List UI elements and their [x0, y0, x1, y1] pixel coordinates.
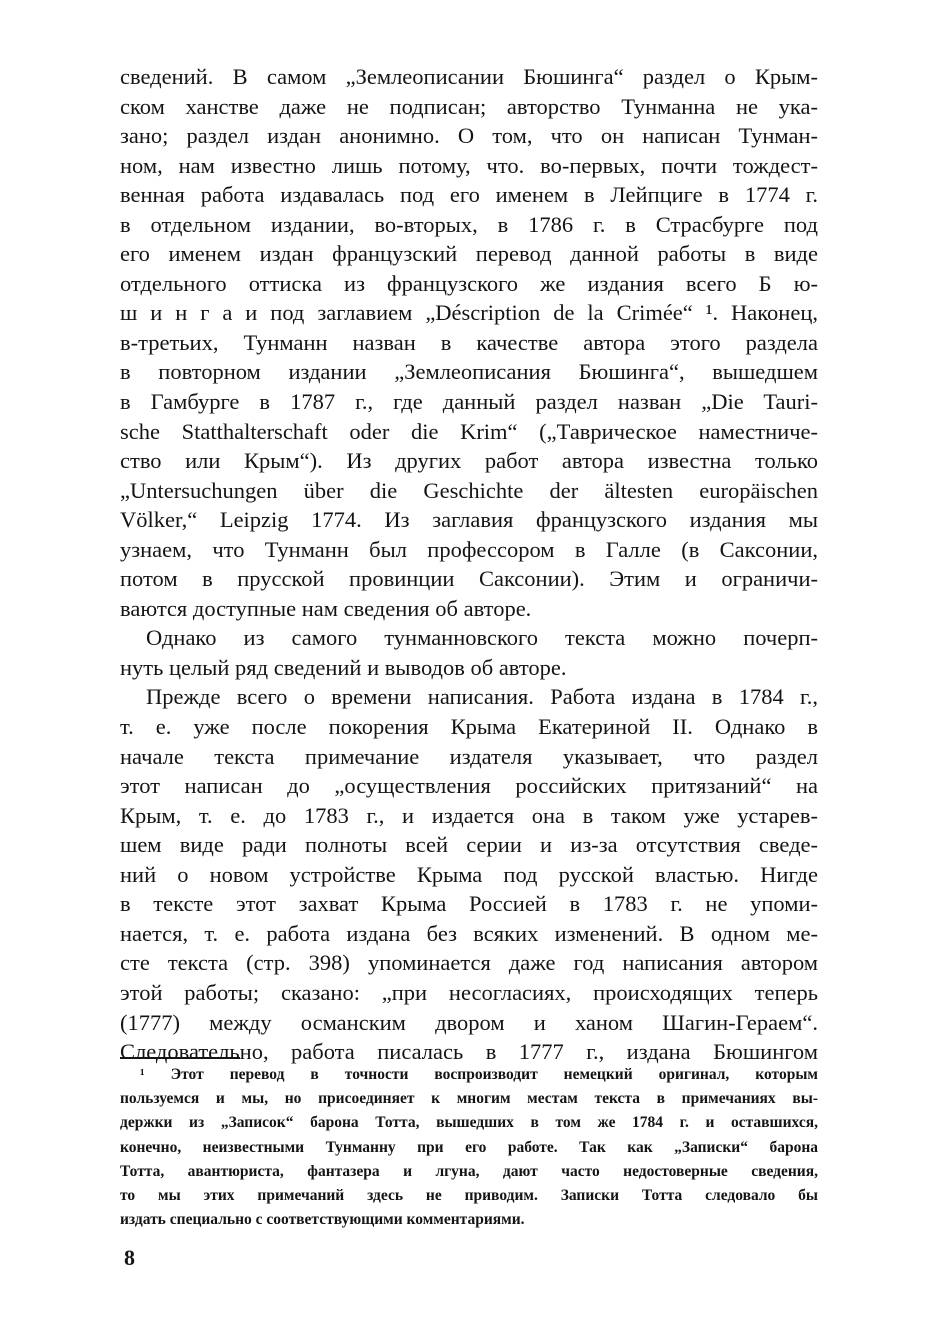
text-line: ском ханстве даже не подписан; авторство Тунманна не ука-: [120, 93, 818, 119]
text-line: ш и н г а и под заглавием „Déscription de la Crimée“ ¹. Наконец,: [120, 300, 818, 326]
text-line: в повторном издании „Землеописания Бюшинга“, вышедшем: [120, 359, 818, 385]
text-line: ваются доступные нам сведения об авторе.: [120, 595, 532, 621]
text-line: Однако из самого тунманновского текста можно почерп-: [146, 625, 818, 651]
text-line: этот написан до „осуществления российских притязаний“ на: [120, 773, 818, 799]
text-line: Следовательно, работа писалась в 1777 г., издана Бюшингом: [120, 1039, 818, 1065]
footnote-line: ¹ Этот перевод в точности воспроизводит немецкий оригинал, которым: [140, 1066, 818, 1083]
text-line: „Untersuchungen über die Geschichte der ältesten europäischen: [120, 477, 818, 503]
footnote-line: Тотта, авантюриста, фантазера и лгуна, дают часто недостоверные сведения,: [120, 1162, 818, 1180]
text-line: начале текста примечание издателя указывает, что раздел: [120, 743, 818, 769]
text-line: отдельного оттиска из французского же издания всего Б ю-: [120, 270, 818, 296]
text-line: ство или Крым“). Из других работ автора известна только: [120, 448, 818, 474]
text-line: Völker,“ Leipzig 1774. Из заглавия французского издания мы: [120, 507, 818, 533]
text-line: его именем издан французский перевод данной работы в виде: [120, 241, 818, 267]
text-line: т. е. уже после покорения Крыма Екатериной II. Однако в: [120, 714, 818, 740]
text-line: нается, т. е. работа издана без всяких изменений. В одном ме-: [120, 920, 818, 946]
text-line: сте текста (стр. 398) упоминается даже год написания автором: [120, 950, 818, 976]
text-line: sche Statthalterschaft oder die Krim“ („Таврическое наместниче-: [120, 418, 818, 444]
text-line: шем виде ради полноты всей серии и из-за отсутствия сведе-: [120, 832, 818, 858]
text-line: венная работа издавалась под его именем в Лейпциге в 1774 г.: [120, 182, 818, 208]
text-line: ном, нам известно лишь потому, что. во-первых, почти тождест-: [120, 152, 818, 178]
text-line: в отдельном издании, во-вторых, в 1786 г. в Страсбурге под: [120, 211, 818, 237]
text-line: в Гамбурге в 1787 г., где данный раздел назван „Die Tauri-: [120, 389, 818, 415]
footnote-line: пользуемся и мы, но присоединяет к многим местам текста в примечаниях вы-: [120, 1090, 818, 1108]
text-line: потом в прусской провинции Саксонии). Этим и ограничи-: [120, 566, 818, 592]
footnote-line: то мы этих примечаний здесь не приводим. Записки Тотта следовало бы: [120, 1186, 818, 1204]
text-line: сведений. В самом „Землеописании Бюшинга“ раздел о Крым-: [120, 64, 818, 89]
text-line: в тексте этот захват Крыма Россией в 1783 г. не упоми-: [120, 891, 818, 917]
text-line: в-третьих, Тунманн назван в качестве автора этого раздела: [120, 329, 818, 355]
text-line: нуть целый ряд сведений и выводов об авторе.: [120, 654, 567, 680]
footnote-divider: [120, 1057, 240, 1059]
text-line: Прежде всего о времени написания. Работа издана в 1784 г.,: [146, 684, 818, 710]
text-line: узнаем, что Тунманн был профессором в Галле (в Саксонии,: [120, 536, 818, 562]
text-line: этой работы; сказано: „при несогласиях, происходящих теперь: [120, 979, 818, 1005]
main-text: [120, 62, 818, 1067]
text-line: зано; раздел издан анонимно. О том, что он написан Тунман-: [120, 123, 818, 149]
text-line: Крым, т. е. до 1783 г., и издается она в таком уже устарев-: [120, 802, 818, 828]
footnote-line: держки из „Записок“ барона Тотта, вышедших в том же 1784 г. и оставшихся,: [120, 1114, 818, 1132]
page-number: 8: [124, 1245, 135, 1270]
text-line: (1777) между османским двором и ханом Шагин-Гераем“.: [120, 1009, 818, 1035]
footnote-line: издать специально с соответствующими комментариями.: [120, 1211, 525, 1229]
footnote-line: конечно, неизвестными Тунманну при его работе. Так как „Записки“ барона: [120, 1138, 818, 1156]
footnote: [120, 1063, 818, 1232]
text-line: ний о новом устройстве Крыма под русской властью. Нигде: [120, 861, 818, 887]
